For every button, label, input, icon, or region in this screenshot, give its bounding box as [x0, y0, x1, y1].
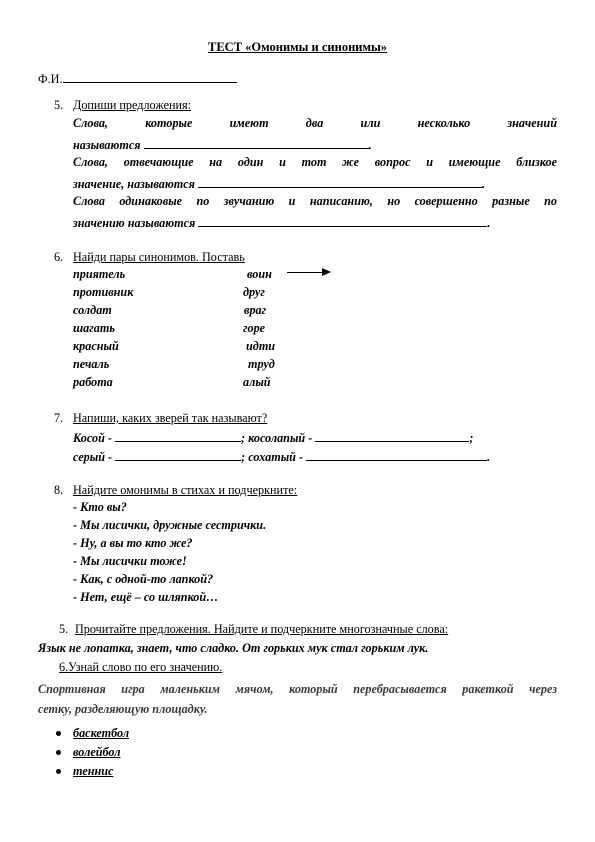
- task5-number: 5.: [54, 98, 64, 112]
- task6b-heading: Узнай слово по его значению.: [68, 660, 223, 674]
- synonym-left-4: шагать: [73, 321, 115, 335]
- poem-line-6: - Нет, ещё – со шляпкой…: [73, 590, 219, 604]
- poem-line-4: - Мы лисички тоже!: [73, 554, 187, 568]
- poem-line-5: - Как, с одной-то лапкой?: [73, 572, 214, 586]
- task7-heading: Напиши, каких зверей так называют?: [73, 411, 268, 425]
- synonym-right-7: алый: [243, 375, 271, 389]
- task6-number: 6.: [54, 250, 64, 264]
- option-basketball[interactable]: баскетбол: [73, 726, 130, 740]
- task6b-definition: Спортивная игра маленьким мячом, который перебрасывается ракеткой через: [38, 682, 557, 696]
- task5-sentence2-cont: значение, называются .: [73, 177, 485, 191]
- task8-heading: Найдите омонимы в стихах и подчеркните:: [73, 483, 298, 497]
- option-volleyball[interactable]: волейбол: [73, 745, 121, 759]
- task5-sentence3-cont: значению называются .: [73, 216, 491, 230]
- synonym-left-1: приятель: [73, 267, 126, 281]
- task7-blank2[interactable]: [315, 430, 469, 442]
- task6b-number: 6.: [59, 660, 69, 674]
- task5-sentence1-cont: называются .: [73, 138, 372, 152]
- fio-blank[interactable]: [63, 71, 237, 83]
- task6-heading: Найди пары синонимов. Поставь: [73, 250, 245, 264]
- task5-blank3[interactable]: [198, 215, 487, 227]
- task5b-heading: Прочитайте предложения. Найдите и подчеркните многозначные слова:: [75, 622, 449, 636]
- synonym-right-3: враг: [244, 303, 267, 317]
- synonym-left-7: работа: [73, 375, 113, 389]
- fio-label: Ф.И.: [38, 72, 63, 86]
- bullet-icon: [56, 769, 61, 774]
- task7-row2: серый - ; сохатый - .: [73, 450, 491, 464]
- task5-sentence1: Слова, которые имеют два или несколько значений: [73, 116, 557, 130]
- option-tennis[interactable]: теннис: [73, 764, 114, 778]
- task5b-number: 5.: [59, 622, 69, 636]
- task5-heading: Допиши предложения:: [73, 98, 192, 112]
- task6b-definition-cont: сетку, разделяющую площадку.: [38, 702, 208, 716]
- synonym-left-3: солдат: [73, 303, 112, 317]
- task5-blank1[interactable]: [144, 137, 369, 149]
- task7-row1: Косой - ; косолапый - ;: [73, 431, 474, 445]
- task5-sentence2: Слова, отвечающие на один и тот же вопрос и имеющие близкое: [73, 155, 557, 169]
- synonym-left-5: красный: [73, 339, 119, 353]
- synonym-right-5: идти: [246, 339, 276, 353]
- bullet-icon: [56, 731, 61, 736]
- poem-line-3: - Ну, а вы то кто же?: [73, 536, 193, 550]
- task7-number: 7.: [54, 411, 64, 425]
- task5-sentence3: Слова одинаковые по звучанию и написанию, но совершенно разные по: [73, 194, 557, 208]
- poem-line-2: - Мы лисички, дружные сестрички.: [73, 518, 267, 532]
- synonym-left-6: печаль: [73, 357, 110, 371]
- task7-blank3[interactable]: [115, 449, 241, 461]
- synonym-right-4: горе: [243, 321, 266, 335]
- poem-line-1: - Кто вы?: [73, 500, 127, 514]
- task5b-text: Язык не лопатка, знает, что сладко. От горьких мук стал горьким лук.: [38, 641, 429, 655]
- task5-blank2[interactable]: [198, 176, 482, 188]
- task7-blank4[interactable]: [306, 449, 487, 461]
- task8-number: 8.: [54, 483, 64, 497]
- synonym-right-6: труд: [248, 357, 275, 371]
- synonym-right-1: воин: [247, 267, 272, 281]
- synonym-left-2: противник: [73, 285, 134, 299]
- fio-row: [38, 71, 237, 85]
- bullet-icon: [56, 750, 61, 755]
- task7-blank1[interactable]: [115, 430, 241, 442]
- page-title: ТЕСТ «Омонимы и синонимы»: [208, 40, 387, 54]
- task6b-heading-row: [59, 661, 222, 673]
- synonym-right-2: друг: [243, 285, 265, 299]
